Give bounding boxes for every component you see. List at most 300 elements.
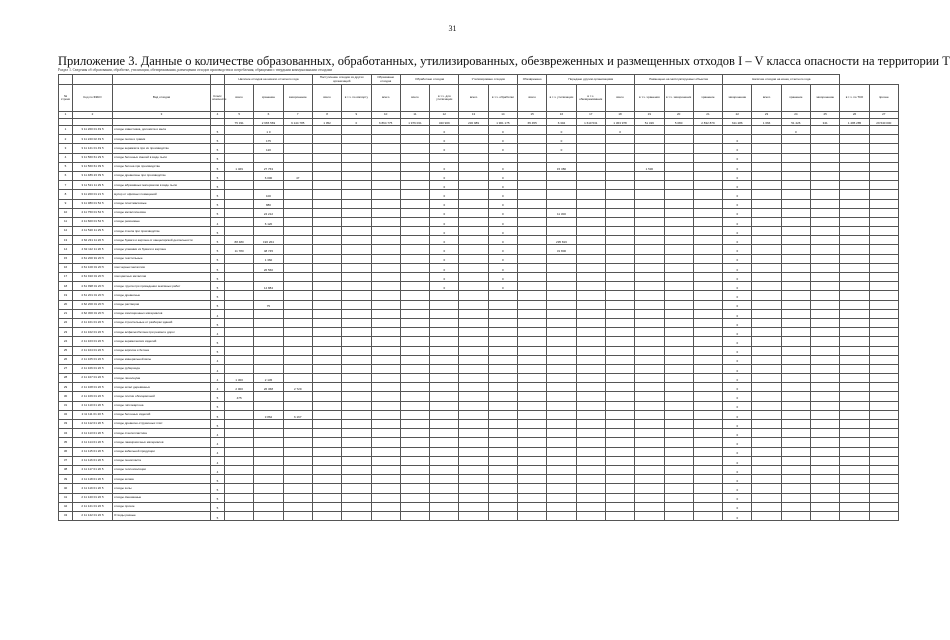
value-cell	[459, 181, 488, 190]
value-cell	[283, 429, 312, 438]
value-cell	[283, 162, 312, 171]
column-number: 12	[430, 112, 459, 119]
value-cell	[781, 410, 810, 419]
value-cell	[312, 374, 341, 383]
value-cell	[400, 171, 429, 180]
value-cell	[254, 484, 283, 493]
value-cell	[547, 355, 576, 364]
value-cell	[547, 181, 576, 190]
value-cell	[518, 144, 547, 153]
value-cell	[400, 190, 429, 199]
value-cell	[664, 346, 693, 355]
hazard-class: 4	[211, 465, 225, 474]
value-cell	[781, 171, 810, 180]
waste-code: 2 11 117 01 20 5	[73, 465, 113, 474]
value-cell	[840, 355, 869, 364]
value-cell	[312, 465, 341, 474]
column-number: 8	[312, 112, 341, 119]
value-cell	[488, 475, 517, 484]
value-cell	[811, 291, 840, 300]
total-cell: 75 331	[225, 119, 254, 126]
value-cell	[430, 291, 459, 300]
waste-code: 2 11 107 01 20 5	[73, 374, 113, 383]
value-cell: 2 000	[225, 383, 254, 392]
value-cell	[752, 392, 781, 401]
hazard-class: 5	[211, 420, 225, 429]
waste-name: отходы древесины при производстве	[113, 171, 211, 180]
hazard-class: 5	[211, 273, 225, 282]
value-cell: 0	[547, 135, 576, 144]
column-header: хранение	[693, 85, 722, 112]
value-cell	[811, 245, 840, 254]
value-cell	[693, 392, 722, 401]
waste-name: отходы растворов	[113, 300, 211, 309]
value-cell	[488, 346, 517, 355]
value-cell	[752, 355, 781, 364]
total-cell: 1 666	[752, 119, 781, 126]
value-cell	[371, 456, 400, 465]
value-cell	[547, 364, 576, 373]
value-cell	[371, 309, 400, 318]
table-row	[59, 337, 899, 346]
value-cell	[342, 364, 371, 373]
value-cell	[723, 126, 752, 135]
value-cell	[869, 171, 898, 180]
value-cell: 0	[723, 484, 752, 493]
value-cell	[664, 153, 693, 162]
value-cell	[312, 309, 341, 318]
value-cell	[840, 181, 869, 190]
value-cell	[811, 300, 840, 309]
value-cell	[869, 318, 898, 327]
value-cell	[400, 465, 429, 474]
value-cell: 0	[723, 447, 752, 456]
value-cell	[547, 383, 576, 392]
value-cell	[518, 447, 547, 456]
value-cell	[693, 300, 722, 309]
row-number: 9	[59, 199, 73, 208]
value-cell	[518, 337, 547, 346]
value-cell	[752, 346, 781, 355]
value-cell	[312, 475, 341, 484]
value-cell	[635, 144, 664, 153]
hazard-class: 5	[211, 493, 225, 502]
table-row	[59, 309, 899, 318]
value-cell	[547, 511, 576, 520]
table-caption: Раздел 1. Сведения об образовании, обработке, утилизации, обезвреживании, размещении отходов производства и потребления, обращении с твердыми коммунальными отходами	[58, 68, 333, 72]
value-cell	[430, 328, 459, 337]
value-cell: 6 120	[254, 217, 283, 226]
hazard-class: 5	[211, 410, 225, 419]
value-cell	[840, 171, 869, 180]
value-cell	[400, 355, 429, 364]
value-cell	[518, 456, 547, 465]
value-cell	[488, 328, 517, 337]
value-cell: 0	[488, 217, 517, 226]
value-cell	[518, 392, 547, 401]
hazard-class: 5	[211, 126, 225, 135]
column-header: прочее	[869, 85, 898, 112]
waste-name: отходы песка и гравия	[113, 135, 211, 144]
hazard-class: 5	[211, 199, 225, 208]
value-cell	[576, 273, 605, 282]
value-cell	[225, 309, 254, 318]
value-cell	[283, 273, 312, 282]
value-cell	[752, 144, 781, 153]
value-cell	[518, 291, 547, 300]
waste-code: 4 11 750 01 52 5	[73, 208, 113, 217]
hazard-class: 5	[211, 511, 225, 520]
value-cell	[664, 263, 693, 272]
value-cell	[635, 199, 664, 208]
value-cell: 11 780	[225, 245, 254, 254]
value-cell	[664, 410, 693, 419]
value-cell: 0	[488, 227, 517, 236]
value-cell	[312, 153, 341, 162]
value-cell	[430, 465, 459, 474]
value-cell	[371, 144, 400, 153]
value-cell	[576, 300, 605, 309]
value-cell	[225, 254, 254, 263]
total-cell	[211, 119, 225, 126]
row-number: 21	[59, 309, 73, 318]
table-row	[59, 410, 899, 419]
value-cell	[225, 475, 254, 484]
waste-name: отходы грунта при проведении земляных работ	[113, 282, 211, 291]
value-cell	[254, 502, 283, 511]
value-cell	[811, 144, 840, 153]
value-cell	[371, 227, 400, 236]
value-cell	[371, 511, 400, 520]
table-row	[59, 429, 899, 438]
value-cell	[664, 456, 693, 465]
value-cell	[811, 318, 840, 327]
table-row	[59, 236, 899, 245]
value-cell	[664, 429, 693, 438]
value-cell	[400, 511, 429, 520]
value-cell	[459, 401, 488, 410]
value-cell	[371, 484, 400, 493]
value-cell	[576, 171, 605, 180]
value-cell	[840, 346, 869, 355]
hazard-class: 4	[211, 383, 225, 392]
value-cell	[371, 502, 400, 511]
value-cell	[254, 181, 283, 190]
value-cell	[488, 447, 517, 456]
value-cell	[400, 447, 429, 456]
value-cell: 15 380	[547, 162, 576, 171]
value-cell	[488, 438, 517, 447]
waste-name: отходы керамических изделий	[113, 337, 211, 346]
value-cell	[400, 162, 429, 171]
value-cell	[518, 126, 547, 135]
column-number: 22	[723, 112, 752, 119]
value-cell	[869, 355, 898, 364]
value-cell	[693, 364, 722, 373]
hazard-class: 5	[211, 337, 225, 346]
waste-name: отходы строительные от разборки зданий	[113, 318, 211, 327]
value-cell	[430, 447, 459, 456]
value-cell	[869, 383, 898, 392]
value-cell	[840, 318, 869, 327]
header-group-cell: Наличие отходов на начало отчетного года	[225, 75, 313, 85]
value-cell: 0	[723, 181, 752, 190]
value-cell	[693, 502, 722, 511]
value-cell	[342, 217, 371, 226]
value-cell: 0	[723, 245, 752, 254]
table-row	[59, 300, 899, 309]
table-row	[59, 162, 899, 171]
value-cell: 0	[430, 190, 459, 199]
waste-name: отходы бетонных смесей в виде пыли	[113, 153, 211, 162]
value-cell	[312, 282, 341, 291]
value-cell	[488, 383, 517, 392]
value-cell	[371, 126, 400, 135]
column-header: хранение	[254, 85, 283, 112]
value-cell	[869, 300, 898, 309]
value-cell	[752, 410, 781, 419]
value-cell: 0	[723, 465, 752, 474]
value-cell	[342, 456, 371, 465]
column-number: 7	[283, 112, 312, 119]
waste-code: 4 61 998 01 20 5	[73, 282, 113, 291]
value-cell	[811, 465, 840, 474]
value-cell	[605, 465, 634, 474]
value-cell	[459, 502, 488, 511]
value-cell	[254, 447, 283, 456]
value-cell	[459, 475, 488, 484]
hazard-class: 5	[211, 263, 225, 272]
value-cell	[342, 171, 371, 180]
value-cell	[371, 346, 400, 355]
hazard-class: 5	[211, 227, 225, 236]
value-cell	[693, 227, 722, 236]
hazard-class: 5	[211, 181, 225, 190]
value-cell	[312, 245, 341, 254]
column-number: 26	[840, 112, 869, 119]
hazard-class: 4	[211, 328, 225, 337]
value-cell: 0	[723, 236, 752, 245]
table-row	[59, 282, 899, 291]
value-cell	[869, 328, 898, 337]
value-cell	[518, 190, 547, 199]
value-cell	[781, 318, 810, 327]
waste-code: 4 62 112 11 20 5	[73, 245, 113, 254]
value-cell	[576, 337, 605, 346]
value-cell: 2 145	[254, 374, 283, 383]
value-cell	[518, 318, 547, 327]
value-cell	[664, 493, 693, 502]
column-number: 25	[811, 112, 840, 119]
value-cell	[840, 162, 869, 171]
value-cell: 0	[488, 135, 517, 144]
value-cell	[225, 217, 254, 226]
value-cell: 0	[723, 401, 752, 410]
value-cell	[430, 401, 459, 410]
row-number: 34	[59, 429, 73, 438]
total-cell	[113, 119, 211, 126]
value-cell: 0	[488, 126, 517, 135]
value-cell	[664, 337, 693, 346]
value-cell	[342, 355, 371, 364]
waste-code: 3 11 489 23 39 5	[73, 171, 113, 180]
value-cell	[488, 502, 517, 511]
value-cell	[664, 318, 693, 327]
waste-name: отходы абразивных материалов в виде пыли	[113, 181, 211, 190]
value-cell	[635, 456, 664, 465]
row-number: 35	[59, 438, 73, 447]
value-cell	[576, 236, 605, 245]
value-cell	[693, 328, 722, 337]
value-cell	[781, 273, 810, 282]
value-cell: 0	[723, 273, 752, 282]
value-cell	[312, 493, 341, 502]
waste-code: 2 11 122 01 20 5	[73, 511, 113, 520]
waste-code: 2 11 112 01 20 5	[73, 420, 113, 429]
value-cell	[869, 282, 898, 291]
value-cell	[781, 135, 810, 144]
row-number: 14	[59, 245, 73, 254]
value-cell	[693, 282, 722, 291]
value-cell: 0	[723, 135, 752, 144]
value-cell	[811, 475, 840, 484]
value-cell	[225, 337, 254, 346]
value-cell	[576, 410, 605, 419]
value-cell	[664, 438, 693, 447]
value-cell	[430, 337, 459, 346]
value-cell	[752, 484, 781, 493]
column-header: всего	[518, 85, 547, 112]
value-cell	[576, 475, 605, 484]
value-cell	[781, 465, 810, 474]
column-number: 2	[73, 112, 113, 119]
value-cell	[840, 282, 869, 291]
value-cell	[693, 135, 722, 144]
value-cell	[693, 346, 722, 355]
waste-name: отходы бетона при производстве	[113, 162, 211, 171]
value-cell	[283, 484, 312, 493]
value-cell	[518, 236, 547, 245]
value-cell	[225, 355, 254, 364]
hazard-class: 5	[211, 162, 225, 171]
value-cell	[342, 475, 371, 484]
value-cell	[840, 144, 869, 153]
waste-name: лом черных металлов	[113, 263, 211, 272]
value-cell: 0	[488, 254, 517, 263]
value-cell	[840, 273, 869, 282]
value-cell	[518, 245, 547, 254]
value-cell	[400, 410, 429, 419]
waste-code: 2 11 121 01 20 5	[73, 502, 113, 511]
value-cell	[752, 217, 781, 226]
total-cell: 1 495 285	[840, 119, 869, 126]
value-cell	[459, 144, 488, 153]
value-cell	[547, 273, 576, 282]
value-cell	[635, 227, 664, 236]
value-cell	[430, 493, 459, 502]
value-cell: 6 000	[254, 171, 283, 180]
value-cell	[840, 420, 869, 429]
value-cell	[693, 318, 722, 327]
document-title: Приложение 3. Данные о количестве образованных, обработанных, утилизированных, обезвреженных и размещенных отходов I – V класса опасности на территории Т	[58, 54, 950, 68]
value-cell	[430, 429, 459, 438]
value-cell: 0	[605, 126, 634, 135]
value-cell	[664, 217, 693, 226]
value-cell	[371, 401, 400, 410]
value-cell	[400, 420, 429, 429]
value-cell	[371, 190, 400, 199]
value-cell: 0	[723, 511, 752, 520]
value-cell: 0	[488, 245, 517, 254]
value-cell	[635, 273, 664, 282]
value-cell: 0	[723, 355, 752, 364]
value-cell	[664, 484, 693, 493]
value-cell	[400, 337, 429, 346]
value-cell: 0	[430, 263, 459, 272]
table-row	[59, 318, 899, 327]
total-cell: 230 989	[459, 119, 488, 126]
value-cell	[459, 438, 488, 447]
value-cell	[869, 153, 898, 162]
value-cell	[488, 318, 517, 327]
table-row	[59, 153, 899, 162]
waste-name: отходы древесно-стружечных плит	[113, 420, 211, 429]
row-number: 11	[59, 217, 73, 226]
value-cell	[752, 364, 781, 373]
value-cell	[312, 484, 341, 493]
value-cell	[342, 392, 371, 401]
value-cell	[254, 429, 283, 438]
value-cell: 196 264	[254, 236, 283, 245]
waste-name: отходы гипсокартона	[113, 401, 211, 410]
value-cell	[840, 328, 869, 337]
value-cell: 1 530	[635, 162, 664, 171]
hazard-class: 5	[211, 475, 225, 484]
header-group-cell	[211, 75, 225, 85]
column-number: 11	[400, 112, 429, 119]
column-number: 9	[342, 112, 371, 119]
value-cell	[371, 420, 400, 429]
value-cell	[752, 309, 781, 318]
value-cell	[840, 401, 869, 410]
column-number: 1	[59, 112, 73, 119]
value-cell	[342, 374, 371, 383]
value-cell: 0	[723, 364, 752, 373]
value-cell	[752, 245, 781, 254]
value-cell	[869, 227, 898, 236]
column-header: Вид отходов	[113, 85, 211, 112]
value-cell	[547, 227, 576, 236]
value-cell	[576, 465, 605, 474]
waste-code: 2 11 104 01 20 5	[73, 346, 113, 355]
value-cell	[605, 273, 634, 282]
value-cell	[283, 456, 312, 465]
value-cell	[811, 447, 840, 456]
value-cell	[869, 291, 898, 300]
value-cell	[811, 254, 840, 263]
value-cell	[430, 318, 459, 327]
table-header	[59, 75, 899, 119]
hazard-class: 5	[211, 484, 225, 493]
value-cell	[430, 153, 459, 162]
value-cell	[576, 374, 605, 383]
value-cell	[752, 438, 781, 447]
value-cell	[547, 346, 576, 355]
value-cell	[605, 410, 634, 419]
waste-code: 4 61 201 01 20 5	[73, 291, 113, 300]
value-cell	[781, 364, 810, 373]
value-cell	[371, 263, 400, 272]
